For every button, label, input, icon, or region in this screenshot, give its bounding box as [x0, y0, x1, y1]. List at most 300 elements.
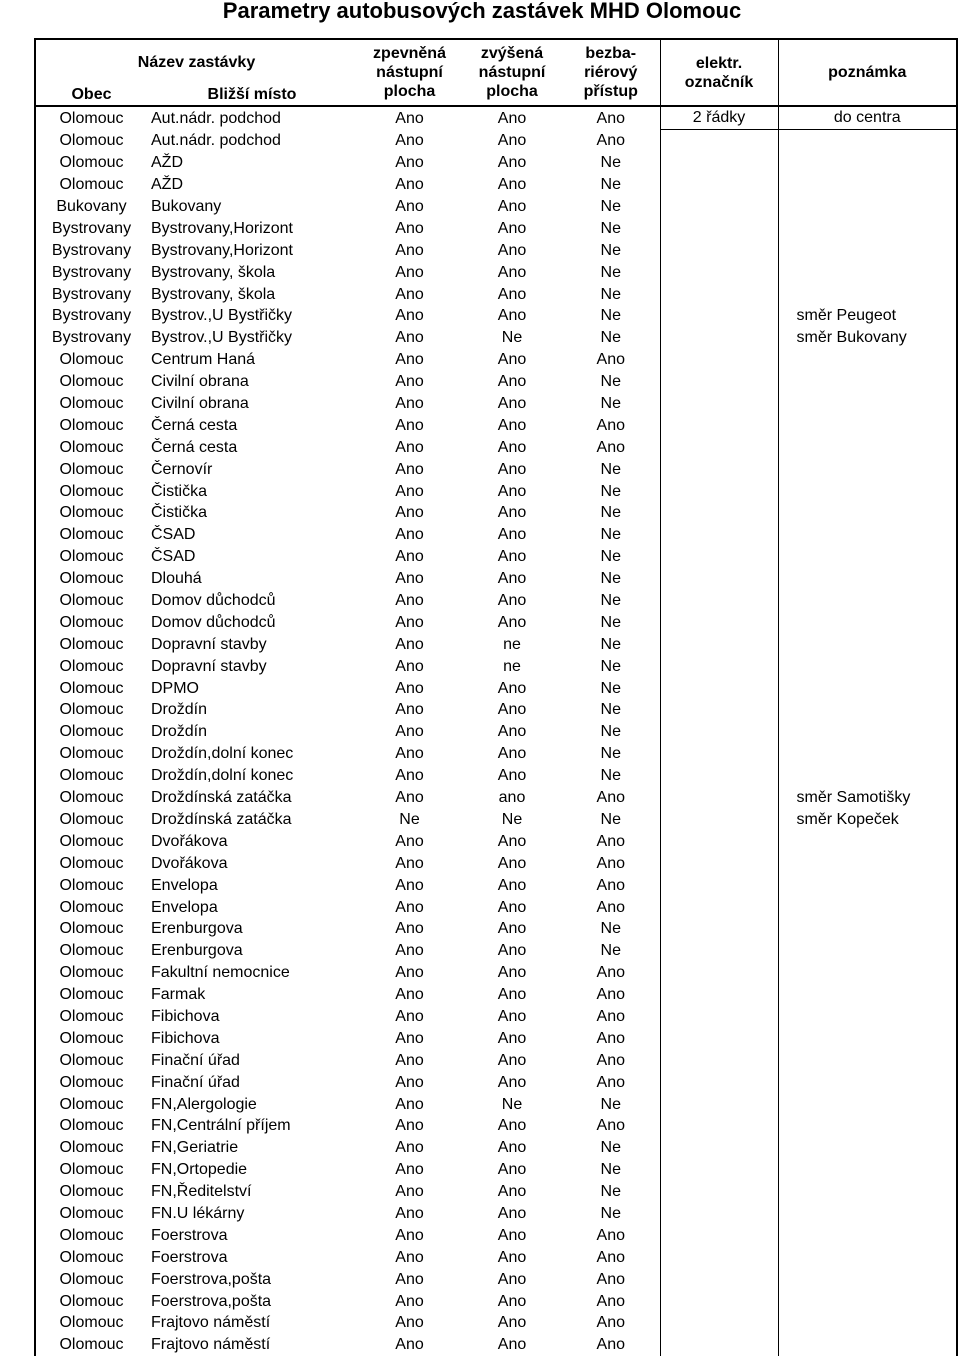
cell-electronic-sign	[660, 1181, 778, 1203]
cell-raised-platform: Ano	[497, 832, 527, 850]
cell-paved-platform: Ano	[395, 1051, 424, 1069]
cell-location: Domov důchodců	[151, 613, 276, 631]
table-row	[35, 1224, 957, 1246]
cell-raised-platform: Ano	[497, 592, 527, 610]
cell-note	[778, 655, 957, 677]
table-row	[35, 129, 957, 151]
cell-note	[778, 852, 957, 874]
cell-raised-platform: Ano	[497, 701, 527, 719]
cell-municipality: Olomouc	[35, 1027, 147, 1049]
cell-location: Envelopa	[151, 876, 218, 894]
cell-barrier-free: Ne	[600, 592, 621, 610]
cell-location: Envelopa	[151, 898, 218, 916]
cell-location: Čistička	[151, 504, 208, 522]
cell-paved-platform: Ano	[395, 460, 424, 478]
table-row	[35, 349, 957, 371]
cell-raised-platform: Ano	[497, 241, 527, 259]
cell-electronic-sign	[660, 261, 778, 283]
cell-location: Civilní obrana	[151, 395, 249, 413]
cell-municipality: Olomouc	[35, 1203, 147, 1225]
cell-municipality: Olomouc	[35, 918, 147, 940]
cell-barrier-free: Ne	[600, 482, 621, 500]
cell-location: Droždín,dolní konec	[151, 767, 294, 785]
cell-raised-platform: Ne	[501, 1095, 523, 1113]
cell-paved-platform: Ano	[395, 898, 424, 916]
cell-paved-platform: Ano	[395, 482, 424, 500]
cell-electronic-sign	[660, 1006, 778, 1028]
cell-location: Foerstrova,pošta	[151, 1292, 272, 1310]
cell-location: Bukovany	[151, 198, 222, 215]
cell-barrier-free: Ano	[596, 1314, 625, 1332]
cell-electronic-sign	[660, 611, 778, 633]
cell-paved-platform: Ano	[395, 679, 424, 697]
table-header	[35, 39, 957, 106]
cell-electronic-sign	[660, 787, 778, 809]
cell-location: Bystrov.,U Bystřičky	[151, 329, 293, 347]
cell-paved-platform: Ano	[395, 416, 424, 434]
cell-note	[778, 568, 957, 590]
cell-paved-platform: Ano	[395, 1161, 424, 1179]
cell-raised-platform: Ne	[501, 810, 523, 828]
cell-raised-platform: Ano	[497, 1314, 527, 1332]
cell-electronic-sign	[660, 1334, 778, 1356]
cell-electronic-sign	[660, 414, 778, 436]
cell-electronic-sign	[660, 436, 778, 458]
table-row	[35, 283, 957, 305]
cell-barrier-free: Ano	[596, 1029, 625, 1047]
cell-location: Finační úřad	[151, 1051, 240, 1069]
cell-note	[778, 371, 957, 393]
cell-municipality: Olomouc	[35, 874, 147, 896]
cell-raised-platform: Ano	[497, 176, 527, 194]
table-row	[35, 393, 957, 415]
cell-location: Foerstrova	[151, 1226, 228, 1244]
cell-note	[778, 940, 957, 962]
cell-raised-platform: Ano	[497, 898, 527, 916]
cell-paved-platform: Ano	[395, 198, 424, 215]
header-electronic-sign: elektr. označník	[660, 39, 778, 106]
cell-note	[778, 874, 957, 896]
cell-municipality: Olomouc	[35, 568, 147, 590]
cell-municipality: Olomouc	[35, 1137, 147, 1159]
cell-municipality: Olomouc	[35, 962, 147, 984]
cell-note	[778, 1137, 957, 1159]
cell-electronic-sign	[660, 984, 778, 1006]
cell-electronic-sign	[660, 458, 778, 480]
table-row	[35, 611, 957, 633]
cell-electronic-sign	[660, 129, 778, 151]
cell-location: FN,Geriatrie	[151, 1139, 239, 1157]
cell-municipality: Olomouc	[35, 1071, 147, 1093]
cell-location: Dvořákova	[151, 854, 228, 872]
cell-municipality: Olomouc	[35, 1093, 147, 1115]
cell-electronic-sign	[660, 217, 778, 239]
cell-municipality: Olomouc	[35, 1312, 147, 1334]
table-row	[35, 1115, 957, 1137]
cell-electronic-sign	[660, 1290, 778, 1312]
cell-location: ČSAD	[151, 526, 196, 544]
cell-municipality: Bystrovany	[35, 327, 147, 349]
cell-location: FN,Centrální příjem	[151, 1117, 291, 1135]
cell-municipality: Olomouc	[35, 655, 147, 677]
cell-paved-platform: Ano	[395, 920, 424, 938]
cell-note: směr Bukovany	[778, 327, 957, 349]
table-row	[35, 1312, 957, 1334]
cell-paved-platform: Ano	[395, 438, 424, 456]
cell-municipality: Olomouc	[35, 106, 147, 129]
cell-paved-platform: Ano	[395, 723, 424, 741]
cell-barrier-free: Ne	[600, 657, 621, 675]
table-row	[35, 809, 957, 831]
table-row	[35, 940, 957, 962]
table-row	[35, 677, 957, 699]
cell-raised-platform: Ano	[497, 132, 527, 150]
cell-raised-platform: Ne	[501, 329, 523, 347]
table-row	[35, 524, 957, 546]
cell-paved-platform: Ano	[395, 1139, 424, 1157]
cell-raised-platform: Ano	[497, 198, 527, 215]
cell-raised-platform: Ano	[497, 1029, 527, 1047]
cell-location: Frajtovo náměstí	[151, 1336, 271, 1354]
cell-barrier-free: Ne	[600, 1183, 621, 1201]
table-row	[35, 1027, 957, 1049]
cell-municipality: Olomouc	[35, 852, 147, 874]
cell-municipality: Olomouc	[35, 1246, 147, 1268]
cell-note	[778, 283, 957, 305]
cell-note	[778, 1203, 957, 1225]
cell-note	[778, 1006, 957, 1028]
cell-note	[778, 393, 957, 415]
cell-municipality: Olomouc	[35, 1268, 147, 1290]
cell-note	[778, 984, 957, 1006]
cell-paved-platform: Ano	[395, 876, 424, 894]
cell-electronic-sign	[660, 371, 778, 393]
table-row	[35, 1246, 957, 1268]
cell-electronic-sign	[660, 633, 778, 655]
cell-municipality: Olomouc	[35, 633, 147, 655]
cell-location: Černovír	[151, 460, 213, 478]
cell-location: Bystrov.,U Bystřičky	[151, 307, 293, 325]
cell-note	[778, 611, 957, 633]
table-row	[35, 414, 957, 436]
cell-electronic-sign	[660, 940, 778, 962]
cell-electronic-sign	[660, 1224, 778, 1246]
table-row	[35, 174, 957, 196]
cell-raised-platform: Ano	[497, 285, 527, 303]
cell-barrier-free: Ano	[596, 1336, 625, 1354]
cell-municipality: Olomouc	[35, 393, 147, 415]
table-row	[35, 1006, 957, 1028]
cell-electronic-sign	[660, 196, 778, 218]
cell-location: Bystrovany, škola	[151, 285, 276, 303]
cell-paved-platform: Ne	[399, 810, 420, 828]
table-row	[35, 1290, 957, 1312]
cell-paved-platform: Ano	[395, 964, 424, 982]
cell-raised-platform: Ano	[497, 482, 527, 500]
cell-electronic-sign	[660, 852, 778, 874]
cell-raised-platform: Ano	[497, 109, 527, 127]
cell-municipality: Olomouc	[35, 1049, 147, 1071]
cell-electronic-sign	[660, 809, 778, 831]
cell-barrier-free: Ne	[600, 329, 621, 347]
table-row	[35, 305, 957, 327]
cell-paved-platform: Ano	[395, 504, 424, 522]
stops-table-container	[34, 38, 956, 1356]
cell-location: Erenburgova	[151, 920, 243, 938]
cell-electronic-sign	[660, 1137, 778, 1159]
cell-electronic-sign	[660, 1071, 778, 1093]
stops-table	[34, 38, 958, 1356]
cell-location: FN,Ředitelství	[151, 1183, 252, 1201]
cell-municipality: Olomouc	[35, 1115, 147, 1137]
cell-raised-platform: Ano	[497, 219, 527, 237]
table-row	[35, 830, 957, 852]
cell-municipality: Olomouc	[35, 787, 147, 809]
cell-note	[778, 1159, 957, 1181]
cell-location: AŽD	[151, 154, 183, 172]
cell-barrier-free: Ne	[600, 920, 621, 938]
table-row	[35, 699, 957, 721]
table-row	[35, 152, 957, 174]
cell-note: směr Kopeček	[778, 809, 957, 831]
cell-paved-platform: Ano	[395, 613, 424, 631]
cell-location: Droždín	[151, 723, 208, 741]
cell-municipality: Olomouc	[35, 502, 147, 524]
cell-electronic-sign	[660, 305, 778, 327]
cell-raised-platform: Ano	[497, 876, 527, 894]
cell-raised-platform: Ano	[497, 1292, 527, 1310]
cell-electronic-sign	[660, 480, 778, 502]
cell-note	[778, 261, 957, 283]
cell-barrier-free: Ano	[596, 876, 625, 894]
cell-paved-platform: Ano	[395, 154, 424, 172]
cell-barrier-free: Ano	[596, 132, 625, 150]
cell-paved-platform: Ano	[395, 1204, 424, 1222]
table-row	[35, 371, 957, 393]
cell-paved-platform: Ano	[395, 285, 424, 303]
cell-raised-platform: Ano	[497, 526, 527, 544]
cell-location: FN.U lékárny	[151, 1204, 245, 1222]
cell-barrier-free: Ne	[600, 548, 621, 566]
cell-paved-platform: Ano	[395, 1007, 424, 1025]
cell-paved-platform: Ano	[395, 745, 424, 763]
cell-electronic-sign	[660, 327, 778, 349]
cell-municipality: Olomouc	[35, 809, 147, 831]
cell-location: Bystrovany,Horizont	[151, 241, 293, 259]
cell-raised-platform: Ano	[497, 1073, 527, 1091]
table-row	[35, 546, 957, 568]
cell-municipality: Olomouc	[35, 699, 147, 721]
cell-location: Centrum Haná	[151, 351, 256, 369]
cell-municipality: Olomouc	[35, 349, 147, 371]
header-paved-platform: zpevněná nástupní plocha	[357, 39, 462, 106]
cell-paved-platform: Ano	[395, 1270, 424, 1288]
cell-municipality: Bystrovany	[35, 283, 147, 305]
cell-paved-platform: Ano	[395, 592, 424, 610]
table-row	[35, 1093, 957, 1115]
cell-location: DPMO	[151, 679, 199, 697]
cell-electronic-sign: 2 řádky	[660, 106, 778, 129]
cell-raised-platform: Ano	[497, 613, 527, 631]
table-row	[35, 1334, 957, 1356]
cell-location: Droždínská zatáčka	[151, 789, 292, 807]
cell-barrier-free: Ano	[596, 351, 625, 369]
cell-municipality: Bystrovany	[35, 217, 147, 239]
cell-location: AŽD	[151, 176, 183, 194]
cell-municipality: Olomouc	[35, 174, 147, 196]
cell-barrier-free: Ne	[600, 1204, 621, 1222]
cell-electronic-sign	[660, 765, 778, 787]
cell-location: FN,Alergologie	[151, 1095, 257, 1113]
cell-raised-platform: ano	[498, 789, 526, 807]
cell-paved-platform: Ano	[395, 1314, 424, 1332]
cell-municipality: Olomouc	[35, 480, 147, 502]
table-row	[35, 1159, 957, 1181]
cell-paved-platform: Ano	[395, 1029, 424, 1047]
cell-municipality: Olomouc	[35, 1224, 147, 1246]
cell-note	[778, 196, 957, 218]
cell-raised-platform: Ano	[497, 854, 527, 872]
cell-paved-platform: Ano	[395, 1183, 424, 1201]
cell-note	[778, 1312, 957, 1334]
cell-barrier-free: Ne	[600, 1095, 621, 1113]
cell-raised-platform: Ano	[497, 986, 527, 1004]
cell-raised-platform: Ano	[497, 570, 527, 588]
cell-barrier-free: Ano	[596, 1226, 625, 1244]
cell-barrier-free: Ne	[600, 570, 621, 588]
cell-note	[778, 1049, 957, 1071]
cell-barrier-free: Ne	[600, 745, 621, 763]
cell-electronic-sign	[660, 1268, 778, 1290]
cell-paved-platform: Ano	[395, 657, 424, 675]
cell-electronic-sign	[660, 393, 778, 415]
cell-electronic-sign	[660, 830, 778, 852]
cell-electronic-sign	[660, 874, 778, 896]
cell-barrier-free: Ne	[600, 198, 621, 215]
cell-location: Bystrovany, škola	[151, 263, 276, 281]
cell-raised-platform: Ano	[497, 460, 527, 478]
cell-location: Aut.nádr. podchod	[151, 132, 281, 150]
cell-raised-platform: Ano	[497, 1248, 527, 1266]
cell-raised-platform: ne	[503, 657, 521, 675]
cell-raised-platform: Ano	[497, 767, 527, 785]
cell-note	[778, 699, 957, 721]
cell-electronic-sign	[660, 962, 778, 984]
table-row	[35, 261, 957, 283]
table-row	[35, 1049, 957, 1071]
cell-note	[778, 765, 957, 787]
cell-barrier-free: Ne	[600, 395, 621, 413]
cell-raised-platform: Ano	[497, 942, 527, 960]
cell-paved-platform: Ano	[395, 1292, 424, 1310]
cell-location: Dopravní stavby	[151, 635, 267, 653]
cell-raised-platform: Ano	[497, 351, 527, 369]
cell-barrier-free: Ne	[600, 1139, 621, 1157]
cell-barrier-free: Ne	[600, 810, 621, 828]
cell-barrier-free: Ano	[596, 1270, 625, 1288]
cell-municipality: Bystrovany	[35, 239, 147, 261]
cell-raised-platform: Ano	[497, 373, 527, 391]
cell-barrier-free: Ne	[600, 701, 621, 719]
cell-note	[778, 349, 957, 371]
cell-location: ČSAD	[151, 548, 196, 566]
cell-barrier-free: Ano	[596, 109, 625, 127]
cell-paved-platform: Ano	[395, 1117, 424, 1135]
cell-barrier-free: Ne	[600, 285, 621, 303]
cell-location: Černá cesta	[151, 416, 238, 434]
cell-barrier-free: Ano	[596, 964, 625, 982]
cell-paved-platform: Ano	[395, 373, 424, 391]
cell-note	[778, 1290, 957, 1312]
table-row	[35, 568, 957, 590]
cell-electronic-sign	[660, 1159, 778, 1181]
cell-paved-platform: Ano	[395, 263, 424, 281]
cell-paved-platform: Ano	[395, 351, 424, 369]
cell-electronic-sign	[660, 1115, 778, 1137]
table-row	[35, 633, 957, 655]
cell-municipality: Olomouc	[35, 1159, 147, 1181]
cell-paved-platform: Ano	[395, 854, 424, 872]
table-row	[35, 918, 957, 940]
page-title: Parametry autobusových zastávek MHD Olomouc	[222, 0, 742, 23]
cell-barrier-free: Ano	[596, 1051, 625, 1069]
cell-note	[778, 414, 957, 436]
cell-electronic-sign	[660, 655, 778, 677]
cell-barrier-free: Ne	[600, 263, 621, 281]
table-row	[35, 655, 957, 677]
table-row	[35, 458, 957, 480]
cell-municipality: Olomouc	[35, 371, 147, 393]
cell-raised-platform: ne	[503, 635, 521, 653]
cell-municipality: Olomouc	[35, 414, 147, 436]
cell-barrier-free: Ano	[596, 1117, 625, 1135]
cell-municipality: Olomouc	[35, 152, 147, 174]
cell-electronic-sign	[660, 1093, 778, 1115]
cell-location: Finační úřad	[151, 1073, 240, 1091]
cell-note	[778, 436, 957, 458]
header-stop-name: Název zastávky	[35, 39, 357, 84]
cell-note	[778, 830, 957, 852]
cell-location: Domov důchodců	[151, 592, 276, 610]
cell-barrier-free: Ano	[596, 416, 625, 434]
cell-note	[778, 677, 957, 699]
table-row	[35, 436, 957, 458]
cell-barrier-free: Ne	[600, 526, 621, 544]
cell-barrier-free: Ne	[600, 307, 621, 325]
cell-electronic-sign	[660, 743, 778, 765]
cell-municipality: Olomouc	[35, 1006, 147, 1028]
cell-note	[778, 1093, 957, 1115]
table-row	[35, 743, 957, 765]
table-row	[35, 502, 957, 524]
cell-electronic-sign	[660, 1246, 778, 1268]
cell-note: směr Samotišky	[778, 787, 957, 809]
header-location: Bližší místo	[147, 84, 357, 106]
header-municipality: Obec	[35, 84, 147, 106]
cell-paved-platform: Ano	[395, 701, 424, 719]
header-note: poznámka	[778, 39, 957, 106]
cell-municipality: Olomouc	[35, 984, 147, 1006]
table-row	[35, 327, 957, 349]
cell-location: Fakultní nemocnice	[151, 964, 290, 982]
cell-raised-platform: Ano	[497, 1183, 527, 1201]
table-row	[35, 962, 957, 984]
cell-paved-platform: Ano	[395, 395, 424, 413]
cell-note	[778, 1115, 957, 1137]
table-row	[35, 1071, 957, 1093]
cell-location: Dlouhá	[151, 570, 202, 588]
cell-municipality: Bystrovany	[35, 305, 147, 327]
